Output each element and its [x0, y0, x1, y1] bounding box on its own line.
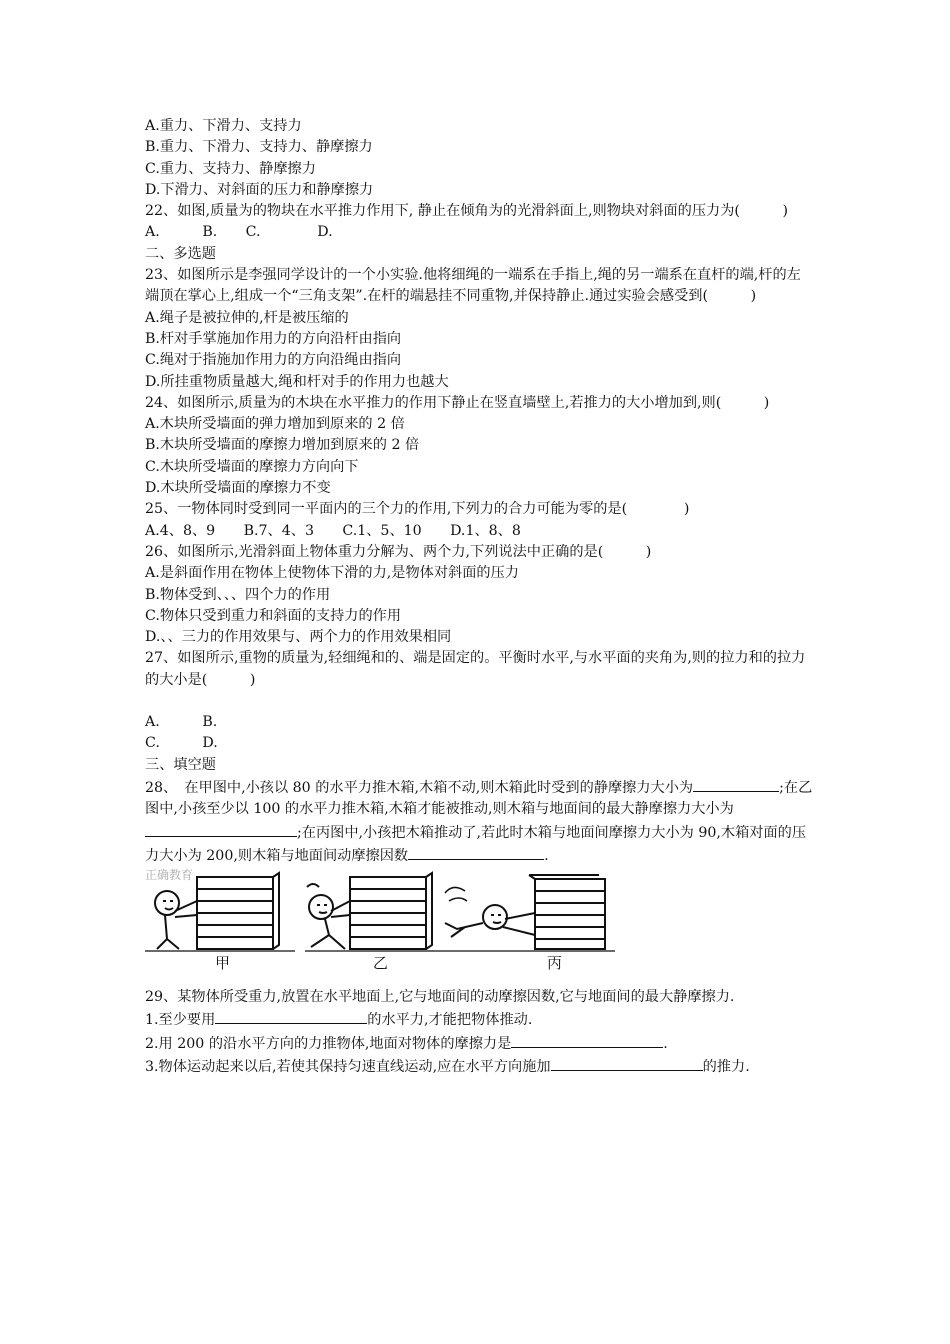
q29-item1-after: 的水平力,才能把物体推动.: [367, 1012, 533, 1029]
figure-watermark: 正确教育: [145, 868, 194, 883]
section-multiple-choice-title: 二、多选题: [145, 245, 216, 262]
q22-options: A. B. C. D.: [145, 224, 333, 241]
q25-options: A.4、8、9 B.7、4、3 C.1、5、10 D.1、8、8: [145, 522, 521, 539]
q29-item-1: [145, 1008, 815, 1031]
q28-part3: ;在丙图中,小孩把木箱推动了,若此时木箱与地面间摩擦力大小为 90,木箱对面的压力大小为 200,则木箱与地面间动摩擦因数: [145, 824, 807, 864]
q26-stem: 26、如图所示,光滑斜面上物体重力分解为、两个力,下列说法中正确的是( ): [145, 543, 652, 560]
q27-stem: 27、如图所示,重物的质量为,轻细绳和的、端是固定的。平衡时水平,与水平面的夹角为,则的拉力和的拉力的大小是( ): [145, 650, 806, 688]
q25-stem: 25、一物体同时受到同一平面内的三个力的作用,下列力的合力可能为零的是( ): [145, 501, 690, 518]
q27-options-ab: A. B.: [145, 714, 218, 731]
q24-option-a: A.木块所受墙面的弹力增加到原来的 2 倍: [145, 416, 405, 433]
q21-option-a: A.重力、下滑力、支持力: [145, 118, 302, 134]
q21-option-d: D.下滑力、对斜面的压力和静摩擦力: [145, 181, 374, 198]
q23-option-c: C.绳对于指施加作用力的方向沿绳由指向: [145, 352, 402, 369]
worksheet-page: [145, 116, 815, 1078]
q28-blank-3a[interactable]: [408, 844, 458, 860]
q24-option-d: D.木块所受墙面的摩擦力不变: [145, 480, 331, 497]
q24-option-c: C.木块所受墙面的摩擦力方向向下: [145, 458, 359, 475]
q28-blank-2[interactable]: [145, 821, 297, 837]
q28-part4: .: [544, 847, 549, 864]
q29-blank-1[interactable]: [215, 1008, 367, 1024]
q22-stem: 22、如图,质量为的物块在水平推力作用下, 静止在倾角为的光滑斜面上,则物块对斜面的压力为( ): [145, 203, 789, 220]
q23-option-d: D.所挂重物质量越大,绳和杆对手的作用力也越大: [145, 373, 449, 390]
caption-yi: 乙: [373, 954, 389, 973]
q24-stem: 24、如图所示,质量为的木块在水平推力的作用下静止在竖直墙壁上,若推力的大小增加到,则( ): [145, 394, 770, 411]
q26-option-d: D.、、三力的作用效果与、两个力的作用效果相同: [145, 629, 452, 646]
q26-option-b: B.物体受到、、、四个力的作用: [145, 586, 331, 603]
q29-item1-before: 1.至少要用: [145, 1012, 216, 1029]
q29-item-2: [145, 1032, 815, 1055]
q23-option-a: A.绳子是被拉伸的,杆是被压缩的: [145, 309, 349, 326]
q21-option-b: B.重力、下滑力、支持力、静摩擦力: [145, 139, 373, 156]
q23-stem: 23、如图所示是李强同学设计的一个小实验.他将细绳的一端系在手指上,绳的另一端系在直杆的端,杆的左端顶在掌心上,组成一个“三角支架”.在杆的端悬挂不同重物,并保持静止.通过实验会感受到( ): [145, 267, 801, 305]
q29-item2-before: 2.用 200 的沿水平方向的力推物体,地面对物体的摩擦力是: [145, 1035, 512, 1052]
q26-option-a: A.是斜面作用在物体上使物体下滑的力,是物体对斜面的压力: [145, 565, 519, 582]
q28-part2: ;在乙图中,小孩至少以 100 的水平力推木箱,木箱才能被推动,则木箱与地面间的最大静摩擦力大小为: [145, 779, 813, 818]
q26-option-c: C.物体只受到重力和斜面的支持力的作用: [145, 607, 402, 624]
q27-spacer: [145, 691, 815, 712]
q29-item2-after: .: [663, 1035, 668, 1052]
q28-part1: 28、 在甲图中,小孩以 80 的水平力推木箱,木箱不动,则木箱此时受到的静摩擦力大小为: [145, 779, 694, 796]
q27-options-cd: C. D.: [145, 735, 218, 752]
section-fill-in-title: 三、填空题: [145, 756, 216, 773]
q29-stem: 29、某物体所受重力,放置在水平地面上,它与地面间的动摩擦因数,它与地面间的最大静摩擦力.: [145, 989, 735, 1006]
q29-item-3: [145, 1055, 815, 1078]
caption-jia: 甲: [215, 954, 231, 973]
q23-option-b: B.杆对手掌施加作用力的方向沿杆由指向: [145, 330, 402, 347]
q28-figure: [145, 868, 615, 981]
q28-blank-3b[interactable]: [458, 844, 544, 860]
q21-option-c: C.重力、支持力、静摩擦力: [145, 160, 316, 177]
q24-option-b: B.木块所受墙面的摩擦力增加到原来的 2 倍: [145, 437, 420, 454]
q29-blank-2[interactable]: [511, 1032, 663, 1048]
q28-blank-1[interactable]: [693, 776, 779, 792]
caption-bing: 丙: [547, 954, 563, 973]
q29-item3-after: 的推力.: [702, 1058, 750, 1075]
q29-item3-before: 3.物体运动起来以后,若使其保持匀速直线运动,应在水平方向施加: [145, 1058, 551, 1075]
q29-blank-3[interactable]: [551, 1055, 703, 1071]
q28-text: [145, 776, 815, 867]
